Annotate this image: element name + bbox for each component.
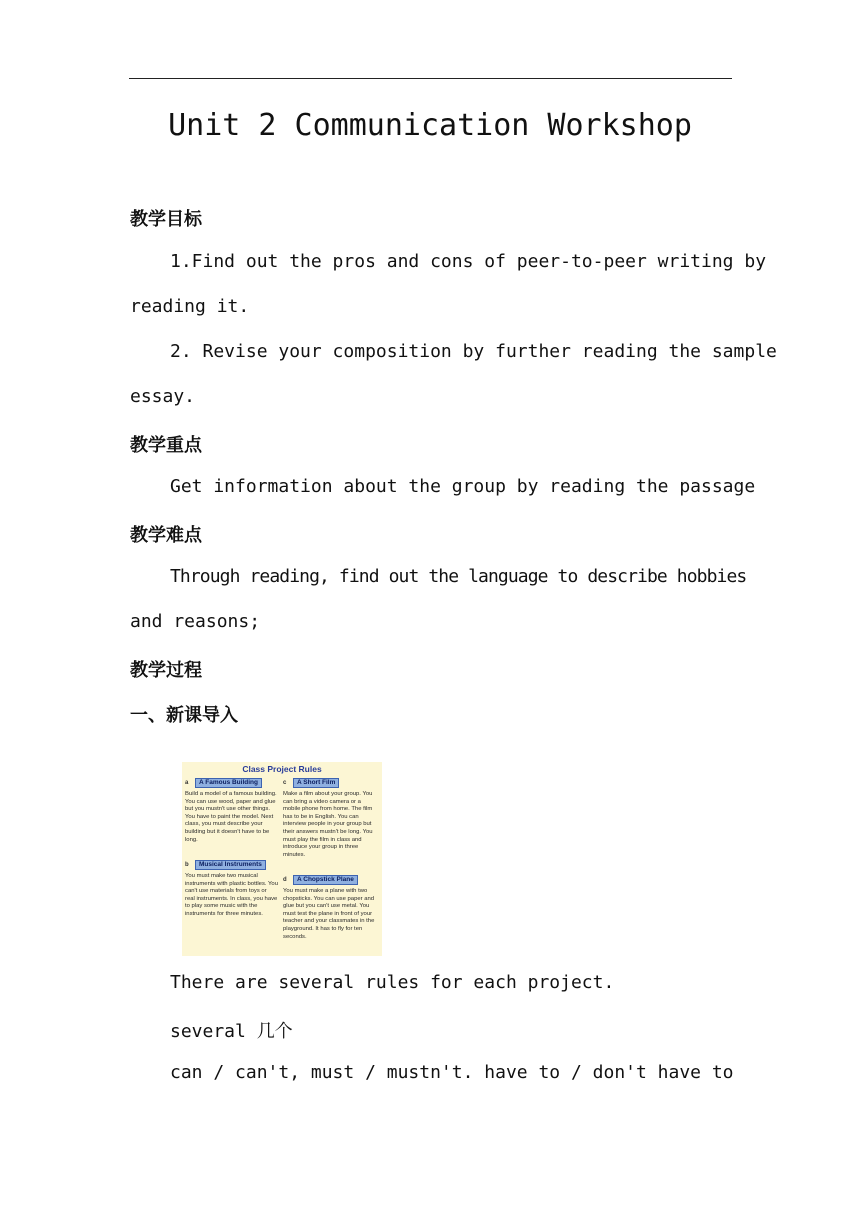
figure-item-c [283,778,376,859]
figure-item-label: A Famous Building [195,778,262,788]
top-rule [129,78,732,79]
key-points-heading: 教学重点 [130,435,202,456]
figure-item-label: Musical Instruments [195,860,266,870]
figure-item-text: Build a model of a famous building. You can use wood, paper and glue but you mustn't use other things. You have to paint the model. Next class, you must describe your building but it doesn't have to be long. [185,791,277,843]
objective-2-line-1: 2. Revise your composition by further reading the sample [170,341,777,362]
figure-item-label: A Short Film [293,778,339,788]
figure-item-label: A Chopstick Plane [293,875,358,885]
figure-item-letter: c [283,780,287,786]
figure-item-d [283,875,376,941]
figure-title: Class Project Rules [242,764,322,774]
figure-item-letter: a [185,780,189,786]
key-points-text: Get information about the group by reading the passage [170,476,756,497]
several-gloss: several 几个 [170,1021,293,1042]
figure-item-b [185,860,278,919]
figure-item-letter: d [283,877,287,883]
figure-item-a [185,778,278,844]
figure-item-letter: b [185,862,189,868]
objective-2-line-2: essay. [130,386,196,407]
difficulties-line-2: and reasons; [130,611,261,632]
rules-sentence: There are several rules for each project. [170,972,615,993]
figure-item-text: You must make two musical instruments with plastic bottles. You can't use materials from toys or real instruments. In class, you have to play some music with the instruments for three minutes. [185,873,278,917]
class-project-rules-figure [182,762,382,956]
modal-verbs-line: can / can't, must / mustn't. have to / don't have to [170,1062,734,1083]
objectives-heading: 教学目标 [130,209,202,230]
difficulties-line-1: Through reading, find out the language to describe hobbies [170,566,747,587]
figure-item-text: Make a film about your group. You can bring a video camera or a mobile phone from home. The film has to be in English. You can interview people in your group but their answers mustn't be long. You must play the film in class and introduce your group in three minutes. [283,791,373,858]
objective-1-line-2: reading it. [130,296,250,317]
intro-heading: 一、新课导入 [130,705,238,726]
objective-1-line-1: 1.Find out the pros and cons of peer-to-peer writing by [170,251,767,272]
process-heading: 教学过程 [130,660,202,681]
difficulties-heading: 教学难点 [130,525,202,546]
page-title: Unit 2 Communication Workshop [168,108,692,143]
figure-item-text: You must make a plane with two chopsticks. You can use paper and glue but you can't use metal. You must test the plane in front of your teacher and your classmates in the playground. It has to fly for ten seconds. [283,888,375,940]
